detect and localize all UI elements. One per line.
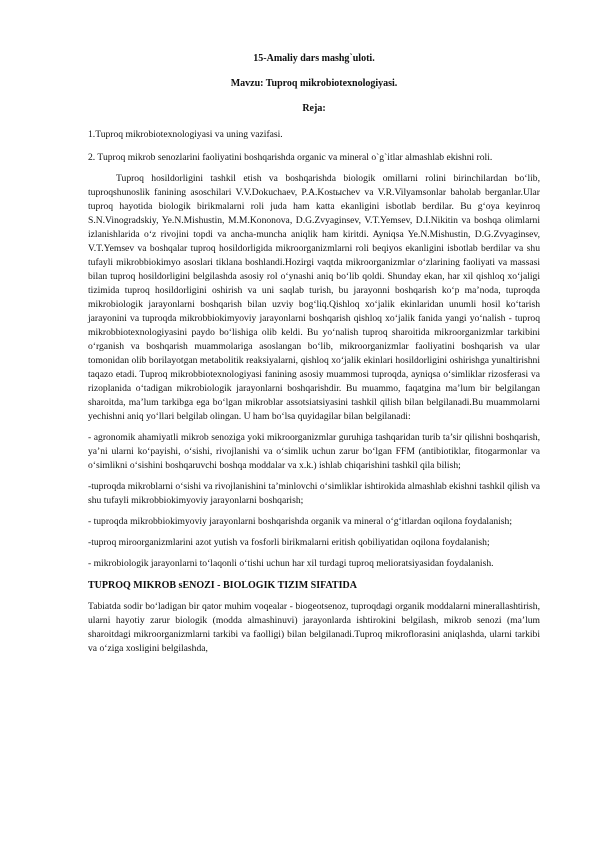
plan-label: Reja:: [302, 103, 326, 114]
list-item: - mikrobiologik jarayonlarni to‘laqonli o‘tishi uchun har xil turdagi tuproq melioratsiyasidan foydalanish.: [88, 558, 494, 569]
document-title: 15-Amaliy dars mashg`uloti.: [253, 53, 375, 64]
list-item: -tuproqda mikroblarni o‘sishi va rivojlanishini ta’minlovchi o‘simliklar ishtirokida almashlab ekishni tashkil qilish va shu tufayli mikrobbiokimyoviy jarayonlarni boshqarish;: [88, 481, 540, 506]
main-paragraph: Tuproq hosildorligini tashkil etish va boshqarishda biologik omillarni rolini birinchilardan bo‘lib, tuproqshunoslik fanining asoschilari V.V.Dokuchaev, P.A.Kostыchev va V.R.Vilyamsonlar baholab berganlar.Ular tuproq hayotida biologik birikmalarni roli juda ham katta ekanligini isbotlab berdilar. Bu g‘oya keyinroq S.N.Vinogradskiy, Ye.N.Mishustin, M.M.Kononova, D.G.Zvyaginsev, V.T.Yemsev, D.I.Nikitin va boshqa olimlarni izlanishlarida o‘z rivojini topdi va ancha-muncha aniqlik ham kiritdi. Ayniqsa Ye.N.Mishustin, D.G.Zvyaginsev, V.T.Yemsev va boshqalar tuproq hosildorligida mikroorganizmlarni roli beqiyos ekanligini isbotlab berdilar va shu tufayli mikrobbiokimyo asoslari tiklana boshlandi.Hozirgi vaqtda mikroorganizmlar o‘zlarining faoliyati va massasi bilan tuproq hosildorligini belgilashda asosiy rol o‘ynashi aniq bo‘lib qoldi. Shunday ekan, har xil qishloq xo‘jaligi tizimida tuproq hosildorligini oshirish va uni saqlab turish, bu jarayonni boshqarish ko‘p ma’noda, tuproqda mikrobiologik jarayonlarni boshqarish bilan uzviy bog‘liq.Qishloq xo‘jalik ekinlaridan unumli hosil ko‘tarish jarayonini va tuproqda mikrobbiokimyoviy jarayonlarni boshqarish qishloq xo‘jalik fanida yangi yo‘nalish - tuproq mikrobbiotexnologiyasini paydo bo‘lishiga olib keldi. Bu yo‘nalish tuproq sharoitida mikroorganizmlar tarkibini o‘rganish va boshqarish muammolariga asoslangan bo‘lib, mikroorganizmlar faoliyatini boshqarish va ular tomonidan olib borilayotgan metabolitik reaksiyalarni, qishloq xo‘jalik ekinlari hosildorligini oshirishga yunaltirishni taqazo etadi. Tuproq mikrobbiotexnologiyasi fanining asosiy muammosi tuproqda, ayniqsa o‘simliklar rizosferasi va rizoplanida o‘tadigan mikrobiologik jarayonlarni boshqarishdir. Bu muammo, faqatgina ma’lum bir belgilangan sharoitda, ma’lum tarkibga ega bo‘lgan mikroblar assotsiatsiyasini tashkil qilish bilan belgilanadi.Bu muammolarni yechishni aniq yo‘llari belgilab olingan. U ham bo‘lsa quyidagilar bilan belgilanadi:: [88, 173, 540, 422]
document-topic: Mavzu: Tuproq mikrobiotexnologiyasi.: [230, 78, 398, 89]
list-item: -tuproq miroorganizmlarini azot yutish va fosforli birikmalarni eritish qobiliyatidan oqilona foydalanish;: [88, 537, 490, 548]
section-heading: TUPROQ MIKROB sENOZI - BIOLOGIK TIZIM SIFATIDA: [88, 580, 357, 591]
list-item: - tuproqda mikrobbiokimyoviy jarayonlarni boshqarishda organik va mineral o‘g‘itlardan oqilona foydalanish;: [88, 516, 512, 527]
section-paragraph: Tabiatda sodir bo‘ladigan bir qator muhim voqealar - biogeotsenoz, tuproqdagi organik moddalarni minerallashtirish, ularni hayotiy zarur biologik (modda almashinuvi) jarayonlarda ishtirokini belgilash, mikrob senozi (ma’lum sharoitdagi mikroorganizmlarni tarkibi va faolligi) bilan belgilanadi.Tuproq mikroflorasini aniqlashda, ularni tarkibi va o‘ziga xosligini belgilashda,: [88, 601, 540, 654]
plan-item-2: 2. Tuproq mikrob senozlarini faoliyatini boshqarishda organic va mineral o`g`itlar almashlab ekishni roli.: [88, 152, 493, 163]
plan-item-1: 1.Tuproq mikrobiotexnologiyasi va uning vazifasi.: [88, 129, 283, 140]
list-item: - agronomik ahamiyatli mikrob senoziga yoki mikroorganizmlar guruhiga tashqaridan turib ta’sir qilishni boshqarish, ya’ni ularni ko‘payishi, o‘sishi, rivojlanishi va o‘simlik uchun zarur bo‘lgan FFM (antibiotiklar, fitogarmonlar va o‘simlikni o‘sishini boshqaruvchi boshqa moddalar va x.k.) ishlab chiqarishini tashkil qila bilish;: [88, 432, 540, 471]
